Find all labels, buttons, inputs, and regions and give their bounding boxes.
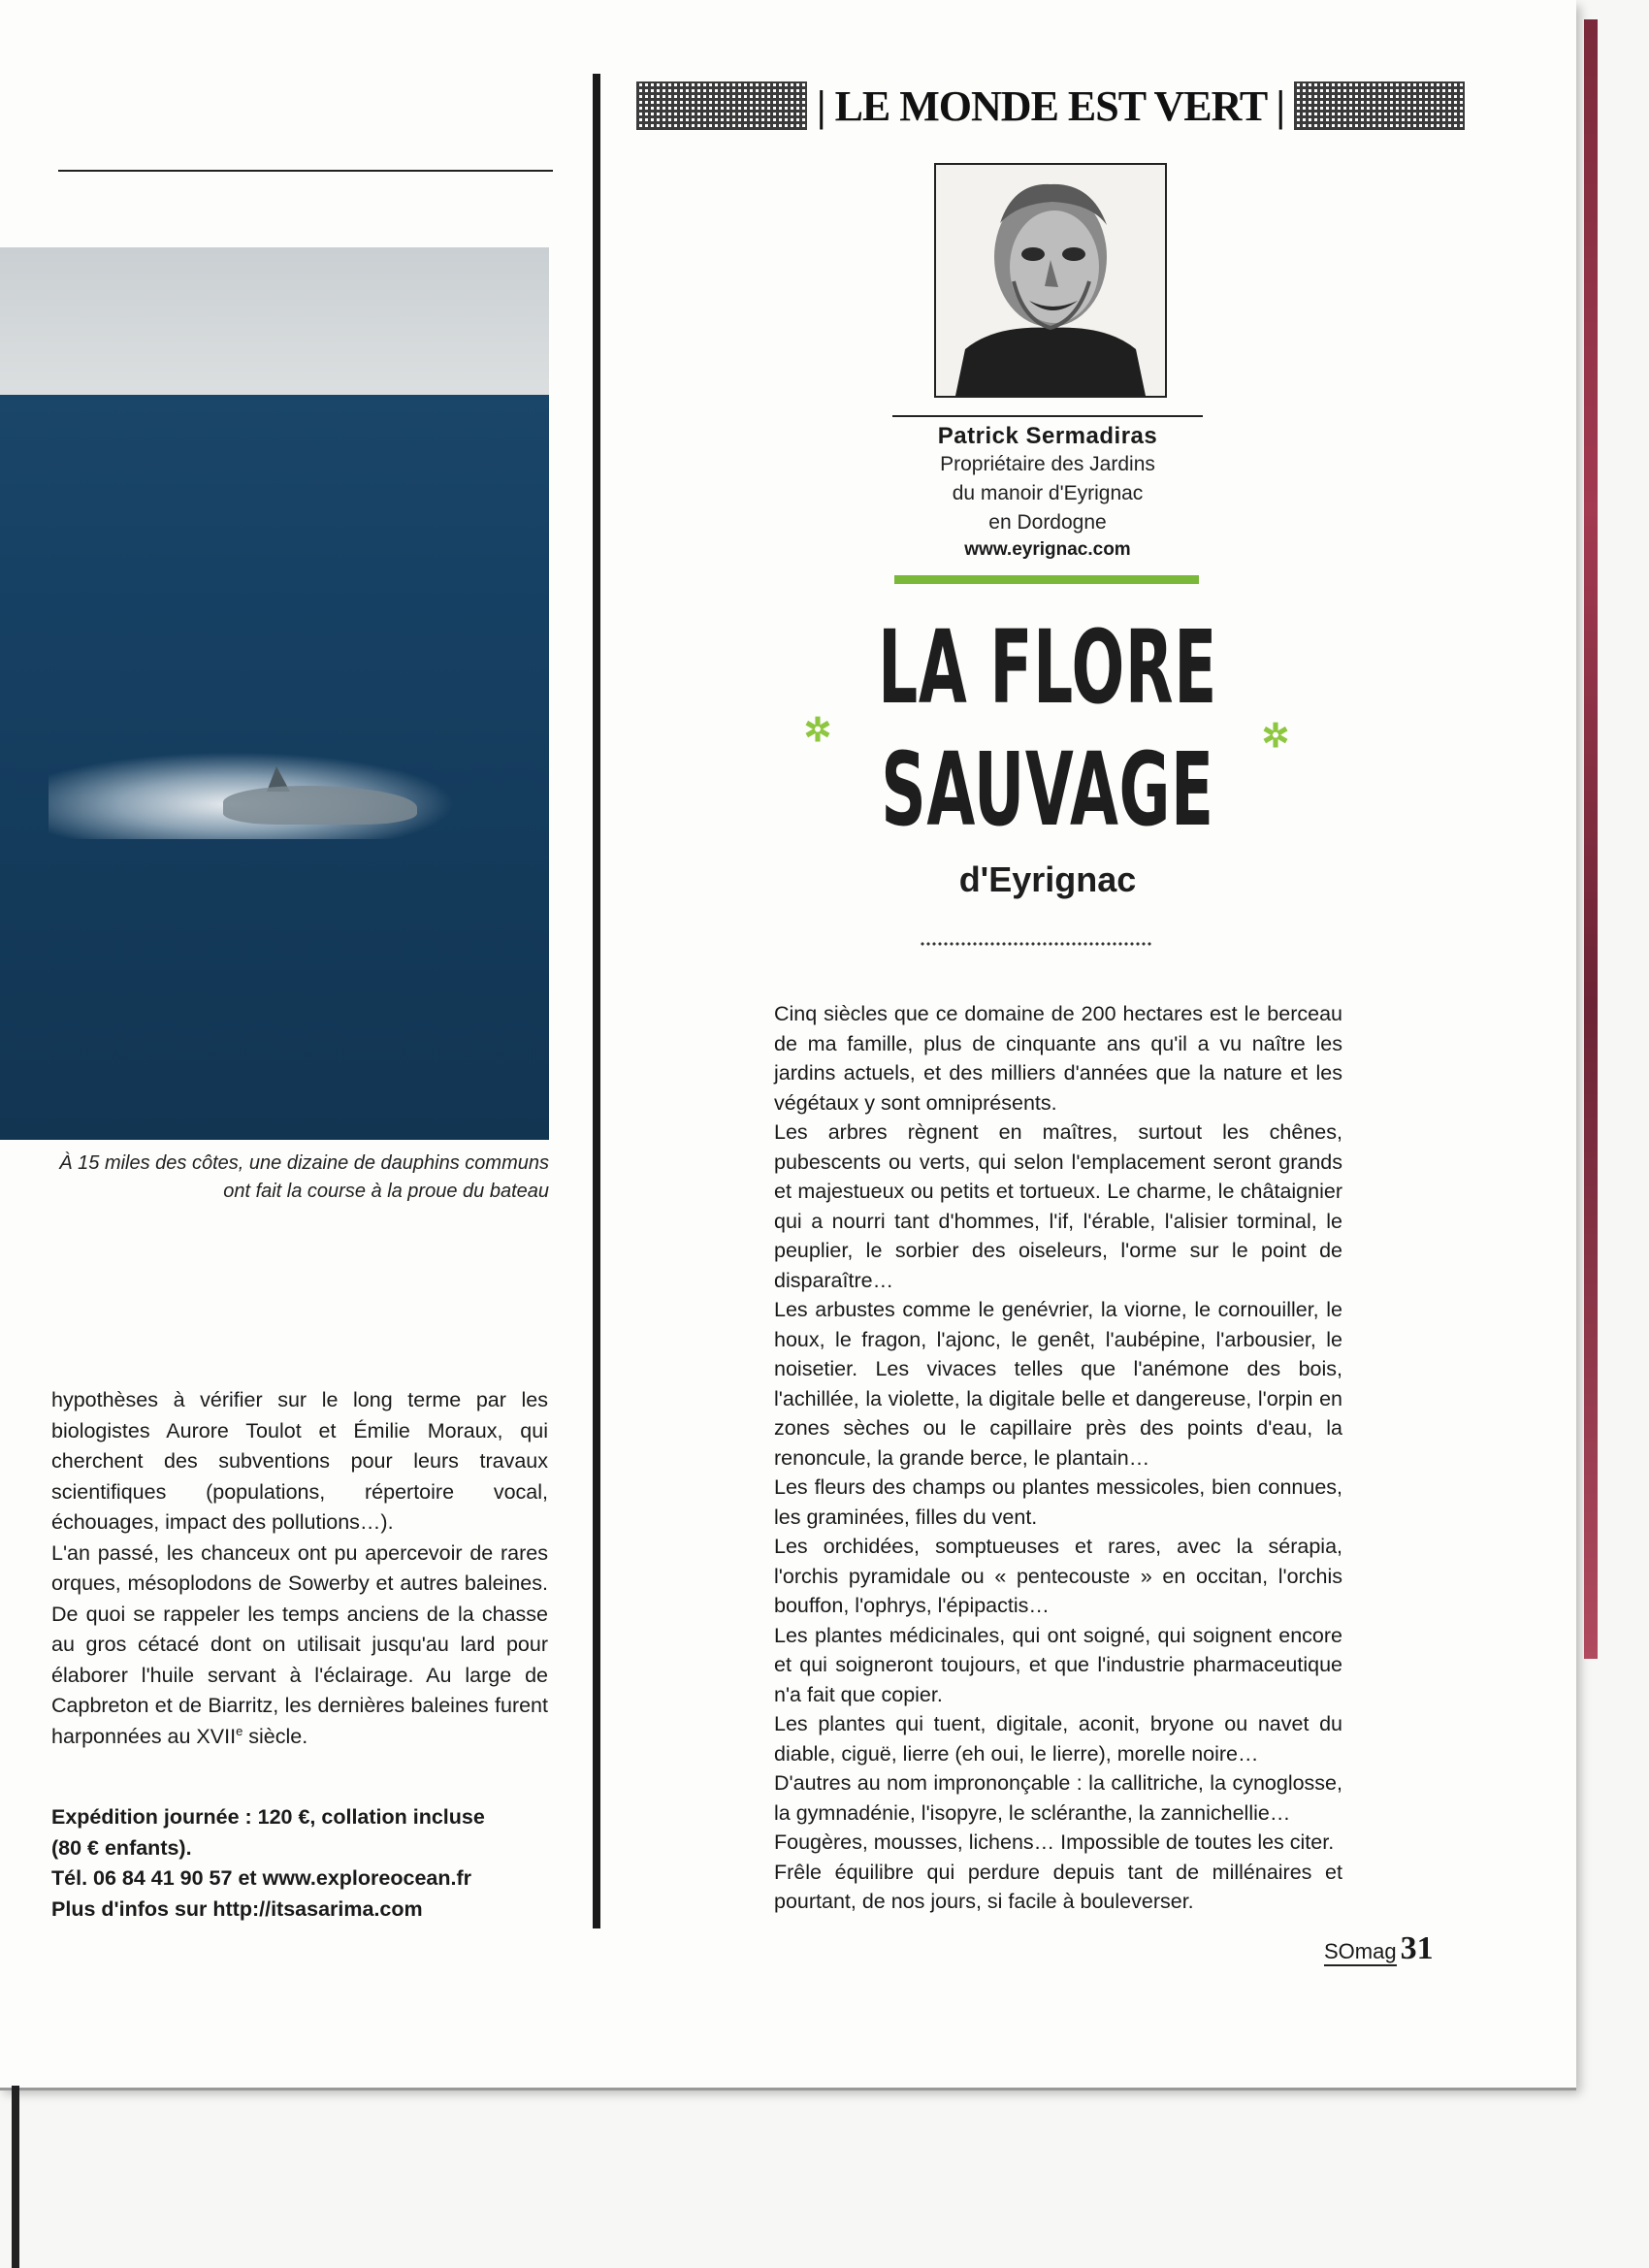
- article-paragraph-2: Les arbres règnent en maîtres, surtout les chênes, pubescents ou verts, qui selon l'emplacement seront grands et majestueux ou petits et tortueux. Le charme, le châtaignier qui a nourri tant d'hommes, l'if, l'érable, l'alisier torminal, le peuplier, le sorbier des oiseleurs, l'orme sur le point de disparaître…: [774, 1120, 1342, 1292]
- band-pattern-right: [1294, 81, 1465, 130]
- author-portrait: [934, 163, 1167, 398]
- article-paragraph-7: Les plantes qui tuent, digitale, aconit, bryone ou navet du diable, ciguë, lierre (eh oui, le lierre), morelle noire…: [774, 1712, 1342, 1766]
- article-paragraph-10: Frêle équilibre qui perdure depuis tant de millénaires et pourtant, de nos jours, si facile à bouleverser.: [774, 1860, 1342, 1913]
- scan-margin-mark: [12, 2086, 19, 2268]
- page-number: 31: [1400, 1930, 1434, 1966]
- headline-line-2: SAUVAGE: [881, 730, 1214, 849]
- article-headline: [856, 606, 1241, 851]
- article-body: [774, 999, 1342, 1917]
- article-paragraph-8: D'autres au nom imprononçable : la callitriche, la cynoglosse, la gymnadénie, l'isopyre, le scléranthe, la zannichellie…: [774, 1771, 1342, 1825]
- info-price: Expédition journée : 120 €, collation incluse: [51, 1805, 485, 1829]
- article-paragraph-1: Cinq siècles que ce domaine de 200 hectares est le berceau de ma famille, plus de cinquante ans qu'il a vu naître les jardins actuels, et des milliers d'années que la nature et les végétaux y sont omniprésents.: [774, 1002, 1342, 1115]
- left-column-text: [51, 1385, 548, 1752]
- portrait-illustration: [936, 165, 1165, 396]
- author-role-3: en Dordogne: [988, 511, 1107, 534]
- left-paragraph-2: [51, 1539, 548, 1753]
- section-title: | LE MONDE EST VERT |: [816, 81, 1285, 130]
- band-pattern-left: [636, 81, 807, 130]
- headline-line-1: LA FLORE: [878, 608, 1217, 727]
- century-superscript: e: [236, 1723, 243, 1738]
- asterisk-ornament-icon: ✲: [1261, 718, 1290, 755]
- author-website: www.eyrignac.com: [964, 539, 1131, 560]
- author-block: [892, 415, 1203, 561]
- page-bottom-edge: [0, 2088, 1576, 2090]
- dotted-separator: [920, 941, 1152, 947]
- accent-bar: [894, 575, 1199, 584]
- left-paragraph-2-end: siècle.: [242, 1724, 308, 1748]
- photo-caption: [58, 1150, 549, 1206]
- photo-sky: [0, 247, 549, 395]
- article-paragraph-4: Les fleurs des champs ou plantes messicoles, bien connues, les graminées, filles du vent.: [774, 1475, 1342, 1529]
- author-role-2: du manoir d'Eyrignac: [952, 482, 1144, 504]
- author-name: Patrick Sermadiras: [937, 423, 1158, 449]
- article-paragraph-9: Fougères, mousses, lichens… Impossible de toutes les citer.: [774, 1831, 1335, 1854]
- section-band: [636, 78, 1465, 134]
- left-paragraph-1: hypothèses à vérifier sur le long terme par les biologistes Aurore Toulot et Émilie Moraux, qui cherchent des subventions pour leurs travaux scientifiques (populations, répertoire vocal, échouages, impact des pollutions…).: [51, 1388, 548, 1534]
- magazine-brand: SOmag: [1324, 1939, 1397, 1966]
- author-role-1: Propriétaire des Jardins: [940, 453, 1155, 475]
- article-subtitle: d'Eyrignac: [958, 859, 1137, 899]
- adjacent-page-edge: [1584, 19, 1598, 1659]
- caption-line-2: ont fait la course à la proue du bateau: [223, 1181, 549, 1202]
- info-more: Plus d'infos sur http://itsasarima.com: [51, 1896, 423, 1921]
- info-phone: Tél. 06 84 41 90 57 et www.exploreocean.fr: [51, 1866, 472, 1890]
- page-folio: [1324, 1930, 1434, 1967]
- caption-line-1: À 15 miles des côtes, une dizaine de dauphins communs: [59, 1152, 549, 1174]
- column-divider: [593, 74, 600, 1928]
- article-paragraph-3: Les arbustes comme le genévrier, la viorne, le cornouiller, le houx, le fragon, l'ajonc, le genêt, l'aubépine, l'arbousier, le noisetier. Les vivaces telles que l'anémone des bois, l'achillée, la violette, la digitale belle et dangereuse, l'orpin en zones sèches ou le capillaire près des points d'eau, la renoncule, la grande berce, le plantain…: [774, 1298, 1342, 1470]
- left-paragraph-2-text: L'an passé, les chanceux ont pu apercevoir de rares orques, mésoplodons de Sowerby et autres baleines. De quoi se rappeler les temps anciens de la chasse au gros cétacé dont on utilisait jusqu'au lard pour élaborer l'huile servant à l'éclairage. Au large de Capbreton et de Biarritz, les dernières baleines furent harponnées au XVII: [51, 1540, 548, 1748]
- dolphin-photo: [0, 247, 549, 1140]
- expedition-info: [51, 1802, 548, 1925]
- top-rule: [58, 170, 553, 172]
- article-paragraph-6: Les plantes médicinales, qui ont soigné, qui soignent encore et qui soigneront toujours, et que l'industrie pharmaceutique n'a fait que copier.: [774, 1623, 1342, 1706]
- article-paragraph-5: Les orchidées, somptueuses et rares, avec la sérapia, l'orchis pyramidale ou « pentecouste » en occitan, l'orchis bouffon, l'ophrys, l'épipactis…: [774, 1535, 1342, 1617]
- info-children-price: (80 € enfants).: [51, 1835, 192, 1860]
- asterisk-ornament-icon: ✲: [803, 712, 832, 749]
